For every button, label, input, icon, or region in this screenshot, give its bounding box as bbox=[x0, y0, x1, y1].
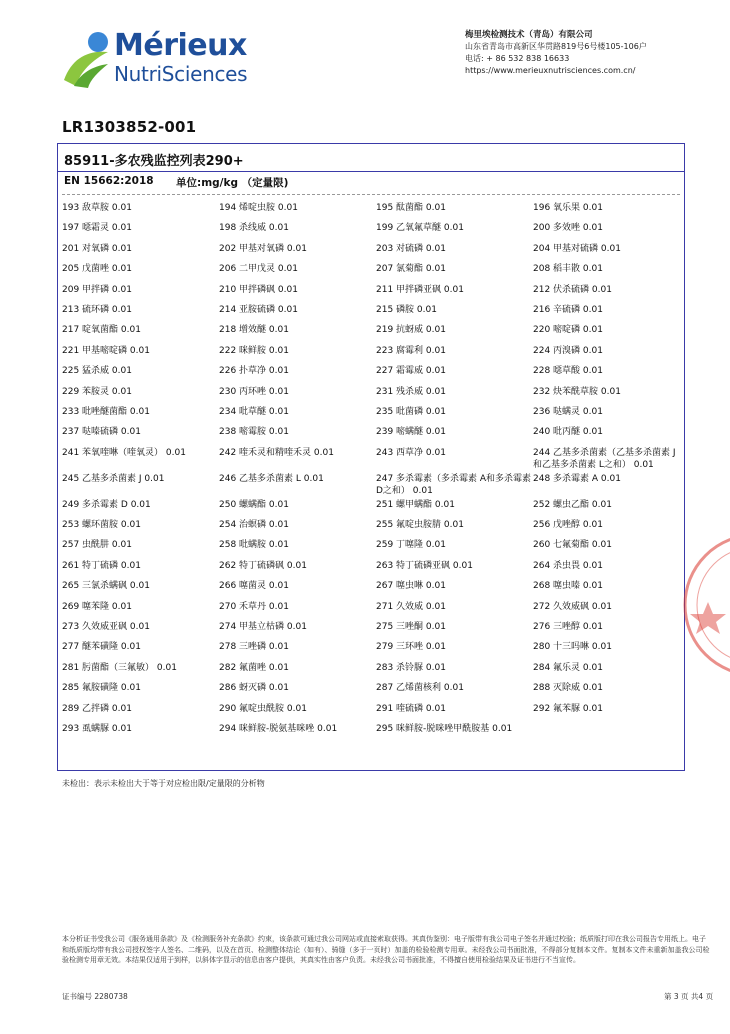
analyte-cell: 239 嘧螨醚 0.01 bbox=[376, 427, 446, 438]
analyte-cell: 213 硫环磷 0.01 bbox=[62, 304, 132, 315]
analyte-cell: 261 特丁硫磷 0.01 bbox=[62, 560, 141, 571]
table-row bbox=[62, 261, 677, 281]
analyte-cell: 230 丙环唑 0.01 bbox=[219, 386, 289, 397]
analyte-cell: 288 灭除威 0.01 bbox=[533, 683, 603, 694]
analyte-cell: 260 七氟菊酯 0.01 bbox=[533, 540, 612, 551]
analyte-cell: 248 多杀霉素 A 0.01 bbox=[533, 473, 621, 484]
analyte-cell: 217 啶氧菌酯 0.01 bbox=[62, 325, 141, 336]
table-row bbox=[62, 619, 677, 639]
analyte-cell: 232 炔苯酰草胺 0.01 bbox=[533, 386, 621, 397]
analyte-cell: 198 杀线威 0.01 bbox=[219, 223, 289, 234]
analyte-cell: 281 肟菌酯（三氟敏） 0.01 bbox=[62, 662, 177, 673]
analyte-cell: 235 吡菌磷 0.01 bbox=[376, 406, 446, 417]
unit-label: 单位:mg/kg （定量限) bbox=[176, 177, 289, 189]
analyte-cell: 279 三环唑 0.01 bbox=[376, 642, 446, 653]
table-row bbox=[62, 660, 677, 680]
analyte-cell: 250 螺螨酯 0.01 bbox=[219, 499, 289, 510]
table-row bbox=[62, 537, 677, 557]
analyte-cell: 246 乙基多杀菌素 L 0.01 bbox=[219, 473, 324, 484]
analyte-cell: 215 磷胺 0.01 bbox=[376, 304, 437, 315]
analyte-cell: 280 十三吗啉 0.01 bbox=[533, 642, 612, 653]
analyte-cell: 282 氟菌唑 0.01 bbox=[219, 662, 289, 673]
analyte-cell: 225 猛杀威 0.01 bbox=[62, 366, 132, 377]
analyte-cell: 252 螺虫乙酯 0.01 bbox=[533, 499, 612, 510]
analyte-cell: 208 稻丰散 0.01 bbox=[533, 264, 603, 275]
table-row bbox=[62, 599, 677, 619]
merieux-logo bbox=[62, 28, 252, 90]
analyte-cell: 240 吡丙醚 0.01 bbox=[533, 427, 603, 438]
table-row bbox=[62, 517, 677, 537]
analyte-cell: 241 苯氧喹啉（喹氧灵） 0.01 bbox=[62, 447, 186, 458]
analyte-cell: 258 吡螨胺 0.01 bbox=[219, 540, 289, 551]
analyte-cell: 228 噁草酸 0.01 bbox=[533, 366, 603, 377]
analyte-cell: 196 氧乐果 0.01 bbox=[533, 203, 603, 213]
analyte-cell: 257 虫酰肼 0.01 bbox=[62, 540, 132, 551]
analyte-cell: 295 咪鲜胺-脱咪唑甲酰胺基 0.01 bbox=[376, 723, 513, 734]
analyte-cell: 236 哒螨灵 0.01 bbox=[533, 406, 603, 417]
analyte-cell: 264 杀虫畏 0.01 bbox=[533, 560, 603, 571]
analyte-cell: 229 苯胺灵 0.01 bbox=[62, 386, 132, 397]
analyte-cell: 214 亚胺硫磷 0.01 bbox=[219, 304, 298, 315]
analyte-cell: 278 三唑磷 0.01 bbox=[219, 642, 289, 653]
analyte-cell: 244 乙基多杀菌素（乙基多杀菌素 J和乙基多杀菌素 L之和） 0.01 bbox=[533, 447, 676, 470]
analyte-cell: 283 杀铃脲 0.01 bbox=[376, 662, 446, 673]
analyte-cell: 195 酞菌酯 0.01 bbox=[376, 203, 446, 213]
analyte-cell: 201 对氧磷 0.01 bbox=[62, 243, 132, 254]
brand-name-line1: Mérieux bbox=[114, 28, 247, 63]
analyte-cell: 238 嘧霉胺 0.01 bbox=[219, 427, 289, 438]
analyte-cell: 224 丙溴磷 0.01 bbox=[533, 345, 603, 356]
analyte-cell: 290 氟啶虫酰胺 0.01 bbox=[219, 703, 307, 714]
analyte-cell: 245 乙基多杀菌素 J 0.01 bbox=[62, 473, 165, 484]
report-number: LR1303852-001 bbox=[62, 118, 197, 136]
analyte-cell: 220 嘧啶磷 0.01 bbox=[533, 325, 603, 336]
analyte-cell: 286 蚜灭磷 0.01 bbox=[219, 683, 289, 694]
analyte-cell: 242 喹禾灵和精喹禾灵 0.01 bbox=[219, 447, 334, 458]
analyte-cell: 227 霜霉威 0.01 bbox=[376, 366, 446, 377]
analyte-cell: 203 对硫磷 0.01 bbox=[376, 243, 446, 254]
table-row bbox=[62, 680, 677, 700]
analyte-cell: 205 戊菌唑 0.01 bbox=[62, 264, 132, 275]
analyte-cell: 202 甲基对氧磷 0.01 bbox=[219, 243, 307, 254]
analyte-cell: 219 抗蚜威 0.01 bbox=[376, 325, 446, 336]
table-row bbox=[62, 384, 677, 404]
analyte-cell: 265 三氯杀螨砜 0.01 bbox=[62, 581, 150, 592]
analyte-cell: 276 三唑醇 0.01 bbox=[533, 622, 603, 633]
table-row bbox=[62, 282, 677, 302]
analyte-cell: 197 噁霜灵 0.01 bbox=[62, 223, 132, 234]
company-info bbox=[465, 29, 647, 77]
analyte-cell bbox=[533, 721, 677, 741]
analyte-cell: 292 氟苯脲 0.01 bbox=[533, 703, 603, 714]
dashed-divider bbox=[62, 194, 680, 195]
analyte-cell: 249 多杀霉素 D 0.01 bbox=[62, 499, 151, 510]
company-name: 梅里埃检测技术（青岛）有限公司 bbox=[465, 30, 593, 40]
analyte-cell: 277 醚苯磺隆 0.01 bbox=[62, 642, 141, 653]
analyte-cell: 194 烯啶虫胺 0.01 bbox=[219, 203, 298, 213]
analyte-cell: 289 乙拌磷 0.01 bbox=[62, 703, 132, 714]
analyte-cell: 223 腐霉利 0.01 bbox=[376, 345, 446, 356]
analyte-cell: 251 螺甲螨酯 0.01 bbox=[376, 499, 455, 510]
analyte-cell: 206 二甲戊灵 0.01 bbox=[219, 264, 298, 275]
analyte-cell: 285 氟胺磺隆 0.01 bbox=[62, 683, 141, 694]
analyte-cell: 247 多杀霉素（多杀霉素 A和多杀霉素 D之和） 0.01 bbox=[376, 473, 532, 496]
table-row bbox=[62, 578, 677, 598]
table-row bbox=[62, 363, 677, 383]
analyte-cell: 233 吡唑醚菌酯 0.01 bbox=[62, 406, 150, 417]
analyte-cell: 204 甲基对硫磷 0.01 bbox=[533, 243, 621, 254]
analyte-cell: 209 甲拌磷 0.01 bbox=[62, 284, 132, 295]
table-row bbox=[62, 558, 677, 578]
analyte-cell: 199 乙氧氟草醚 0.01 bbox=[376, 223, 464, 234]
analyte-cell: 284 氟乐灵 0.01 bbox=[533, 662, 603, 673]
analyte-cell: 207 氯菊酯 0.01 bbox=[376, 264, 446, 275]
analyte-cell: 262 特丁硫磷砜 0.01 bbox=[219, 560, 307, 571]
analyte-cell: 267 噻虫啉 0.01 bbox=[376, 581, 446, 592]
analyte-cell: 193 敌草胺 0.01 bbox=[62, 203, 132, 213]
analyte-cell: 200 多效唑 0.01 bbox=[533, 223, 603, 234]
company-website: https://www.merieuxnutrisciences.com.cn/ bbox=[465, 66, 636, 75]
certificate-number: 证书编号 2280738 bbox=[62, 992, 128, 1001]
analyte-grid bbox=[62, 200, 677, 741]
analyte-cell: 216 辛硫磷 0.01 bbox=[533, 304, 603, 315]
company-address: 山东省青岛市高新区华贯路819号6号楼105-106户 bbox=[465, 42, 647, 51]
brand-name-line2: NutriSciences bbox=[114, 62, 248, 86]
analyte-cell: 266 噻菌灵 0.01 bbox=[219, 581, 289, 592]
table-row bbox=[62, 721, 677, 741]
analyte-cell: 259 丁噻隆 0.01 bbox=[376, 540, 446, 551]
analyte-cell: 273 久效威亚砜 0.01 bbox=[62, 622, 150, 633]
method-standard: EN 15662:2018 bbox=[64, 175, 154, 187]
analyte-cell: 211 甲拌磷亚砜 0.01 bbox=[376, 284, 464, 295]
table-row bbox=[62, 424, 677, 444]
analyte-cell: 287 乙烯菌核利 0.01 bbox=[376, 683, 464, 694]
analyte-cell: 275 三唑酮 0.01 bbox=[376, 622, 446, 633]
analyte-cell: 222 咪鲜胺 0.01 bbox=[219, 345, 289, 356]
analyte-cell: 221 甲基嘧啶磷 0.01 bbox=[62, 345, 150, 356]
analyte-cell: 254 治螟磷 0.01 bbox=[219, 520, 289, 531]
title-divider bbox=[58, 171, 684, 172]
table-row bbox=[62, 241, 677, 261]
logo-mark-icon bbox=[62, 28, 112, 90]
analyte-cell: 212 伏杀硫磷 0.01 bbox=[533, 284, 612, 295]
table-row bbox=[62, 701, 677, 721]
table-row bbox=[62, 639, 677, 659]
analyte-cell: 263 特丁硫磷亚砜 0.01 bbox=[376, 560, 473, 571]
table-row bbox=[62, 220, 677, 240]
analyte-cell: 256 戊唑醇 0.01 bbox=[533, 520, 603, 531]
analyte-cell: 270 禾草丹 0.01 bbox=[219, 601, 289, 612]
table-row bbox=[62, 322, 677, 342]
analyte-cell: 293 虱螨脲 0.01 bbox=[62, 723, 132, 734]
table-row bbox=[62, 471, 677, 497]
footnote: 未检出：表示未检出大于等于对应检出限/定量限的分析物 bbox=[62, 779, 265, 788]
table-row bbox=[62, 404, 677, 424]
analyte-cell: 271 久效威 0.01 bbox=[376, 601, 446, 612]
table-row bbox=[62, 200, 677, 220]
analyte-cell: 210 甲拌磷砜 0.01 bbox=[219, 284, 298, 295]
analyte-cell: 294 咪鲜胺-脱氨基咪唑 0.01 bbox=[219, 723, 338, 734]
analyte-cell: 272 久效威砜 0.01 bbox=[533, 601, 612, 612]
analyte-cell: 268 噻虫嗪 0.01 bbox=[533, 581, 603, 592]
analyte-cell: 274 甲基立枯磷 0.01 bbox=[219, 622, 307, 633]
analyte-cell: 237 哒嗪硫磷 0.01 bbox=[62, 427, 141, 438]
analyte-cell: 269 噻苯隆 0.01 bbox=[62, 601, 132, 612]
company-phone: 电话: + 86 532 838 16633 bbox=[465, 54, 570, 63]
analyte-cell: 243 西草净 0.01 bbox=[376, 447, 446, 458]
analyte-cell: 234 吡草醚 0.01 bbox=[219, 406, 289, 417]
page-indicator: 第 3 页 共4 页 bbox=[664, 992, 714, 1001]
analyte-cell: 291 喹硫磷 0.01 bbox=[376, 703, 446, 714]
official-seal-icon bbox=[680, 530, 730, 680]
table-row bbox=[62, 445, 677, 471]
analyte-cell: 255 氟啶虫胺腈 0.01 bbox=[376, 520, 464, 531]
analyte-cell: 253 螺环菌胺 0.01 bbox=[62, 520, 141, 531]
analyte-cell: 226 扑草净 0.01 bbox=[219, 366, 289, 377]
table-row bbox=[62, 497, 677, 517]
analyte-cell: 231 残杀威 0.01 bbox=[376, 386, 446, 397]
section-title: 85911-多农残监控列表290+ bbox=[64, 154, 244, 169]
legal-disclaimer: 本分析证书受我公司《服务通用条款》及《检测服务补充条款》约束，该条款可通过我公司网站或直接索取获得。其真伪鉴别：电子版带有我公司电子签名并通过校验；纸质版打印在我公司报告专用纸上。电子和纸质版均带有我公司授权签字人签名、二维码，以及在首页、检测整体结论（如有）、骑缝（多于一页时）加盖的检验检测专用章。未经我公司书面批准，不得部分复制本文件。复制本文件未重新加盖我公司检验检测专用章无效。本结果仅适用于到样，以斜体字显示的信息由客户提供，其真实性由客户负责。未经我公司书面批准，不得擅自使用检验结果及证书进行不当宣传。 bbox=[62, 935, 710, 964]
results-frame bbox=[57, 143, 685, 771]
analyte-cell: 218 增效醚 0.01 bbox=[219, 325, 289, 336]
table-row bbox=[62, 343, 677, 363]
table-row bbox=[62, 302, 677, 322]
